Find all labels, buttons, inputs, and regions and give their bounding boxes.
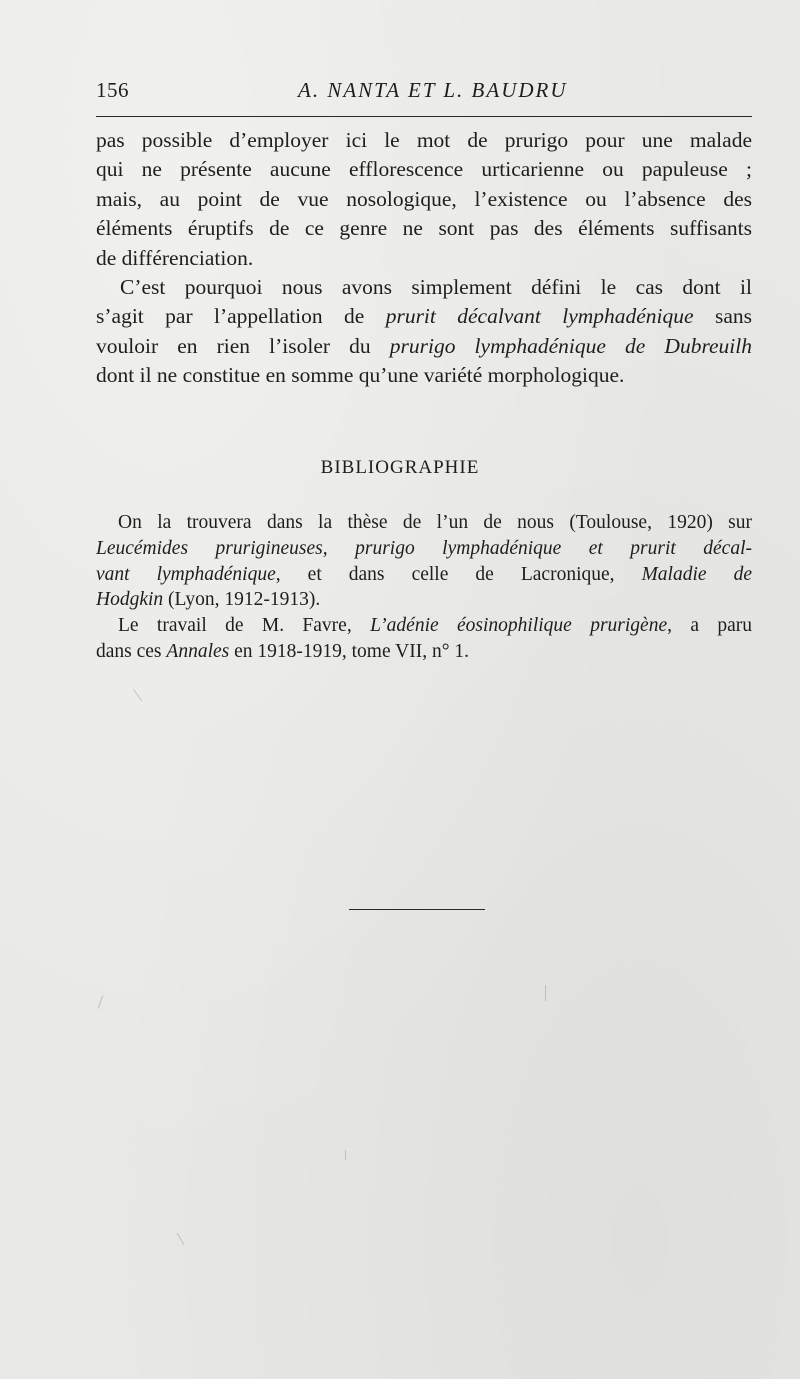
text-line: qui ne présente aucune efflorescence urticarienne ou papuleuse ; (96, 157, 752, 182)
text-line (96, 587, 752, 613)
paper-speck (177, 1233, 185, 1246)
text-line (96, 302, 752, 331)
bibliography-entry-1 (96, 510, 752, 613)
bibliography (96, 510, 752, 665)
bibliography-entry-2 (96, 613, 752, 665)
italic-title: L’adénie éosinophilique prurigène (370, 615, 668, 637)
running-head (96, 78, 752, 108)
paragraph-1 (96, 126, 752, 273)
text-run: dans ces (96, 640, 167, 662)
text-line: C’est pourquoi nous avons simplement défini le cas dont il (120, 275, 752, 300)
text-run: vouloir en rien l’isoler du (96, 333, 390, 358)
text-run: (Lyon, 1912-1913). (163, 589, 321, 611)
italic-title: vant lymphadénique (96, 563, 276, 585)
header-rule (96, 116, 752, 117)
text-run: sans (693, 304, 753, 329)
text-line (96, 332, 752, 361)
text-run: en 1918-1919, tome VII, n° 1. (229, 640, 470, 662)
italic-term: prurit décalvant lymphadénique (385, 304, 694, 329)
end-rule (349, 909, 485, 910)
paper-speck (98, 995, 104, 1008)
italic-title: Maladie de (641, 563, 752, 585)
running-title: A. NANTA ET L. BAUDRU (298, 78, 568, 102)
text-line: mais, au point de vue nosologique, l’existence ou l’absence des (96, 186, 752, 211)
text-line: éléments éruptifs de ce genre ne sont pas des éléments suffisants (96, 216, 752, 241)
paper-speck (545, 985, 546, 1001)
text-line (96, 639, 752, 665)
text-line: On la trouvera dans la thèse de l’un de nous (Toulouse, 1920) sur (118, 512, 752, 533)
text-run: , et dans celle de Lacronique, (275, 563, 642, 585)
italic-title: Hodgkin (96, 589, 164, 611)
paper-speck (133, 689, 142, 701)
section-heading: BIBLIOGRAPHIE (320, 457, 480, 478)
page-number: 156 (96, 78, 129, 102)
text-line (96, 613, 752, 639)
text-line (96, 536, 752, 562)
text-line (96, 562, 752, 588)
paragraph-2 (96, 273, 752, 391)
text-line: de différenciation. (96, 245, 254, 270)
text-run: Le travail de M. Favre, (118, 615, 371, 637)
body-text (96, 126, 752, 391)
text-run: s’agit par l’appellation de (96, 304, 386, 329)
paper-speck (345, 1150, 346, 1160)
italic-title: Leucémides prurigineuses, prurigo lymphadénique et prurit décal- (96, 537, 752, 559)
italic-term: prurigo lymphadénique de Dubreuilh (389, 333, 752, 358)
text-line: pas possible d’employer ici le mot de prurigo pour une malade (96, 128, 752, 152)
text-line: dont il ne constitue en somme qu’une variété morphologique. (96, 363, 625, 388)
text-run: , a paru (667, 615, 753, 637)
italic-title: Annales (166, 640, 230, 662)
